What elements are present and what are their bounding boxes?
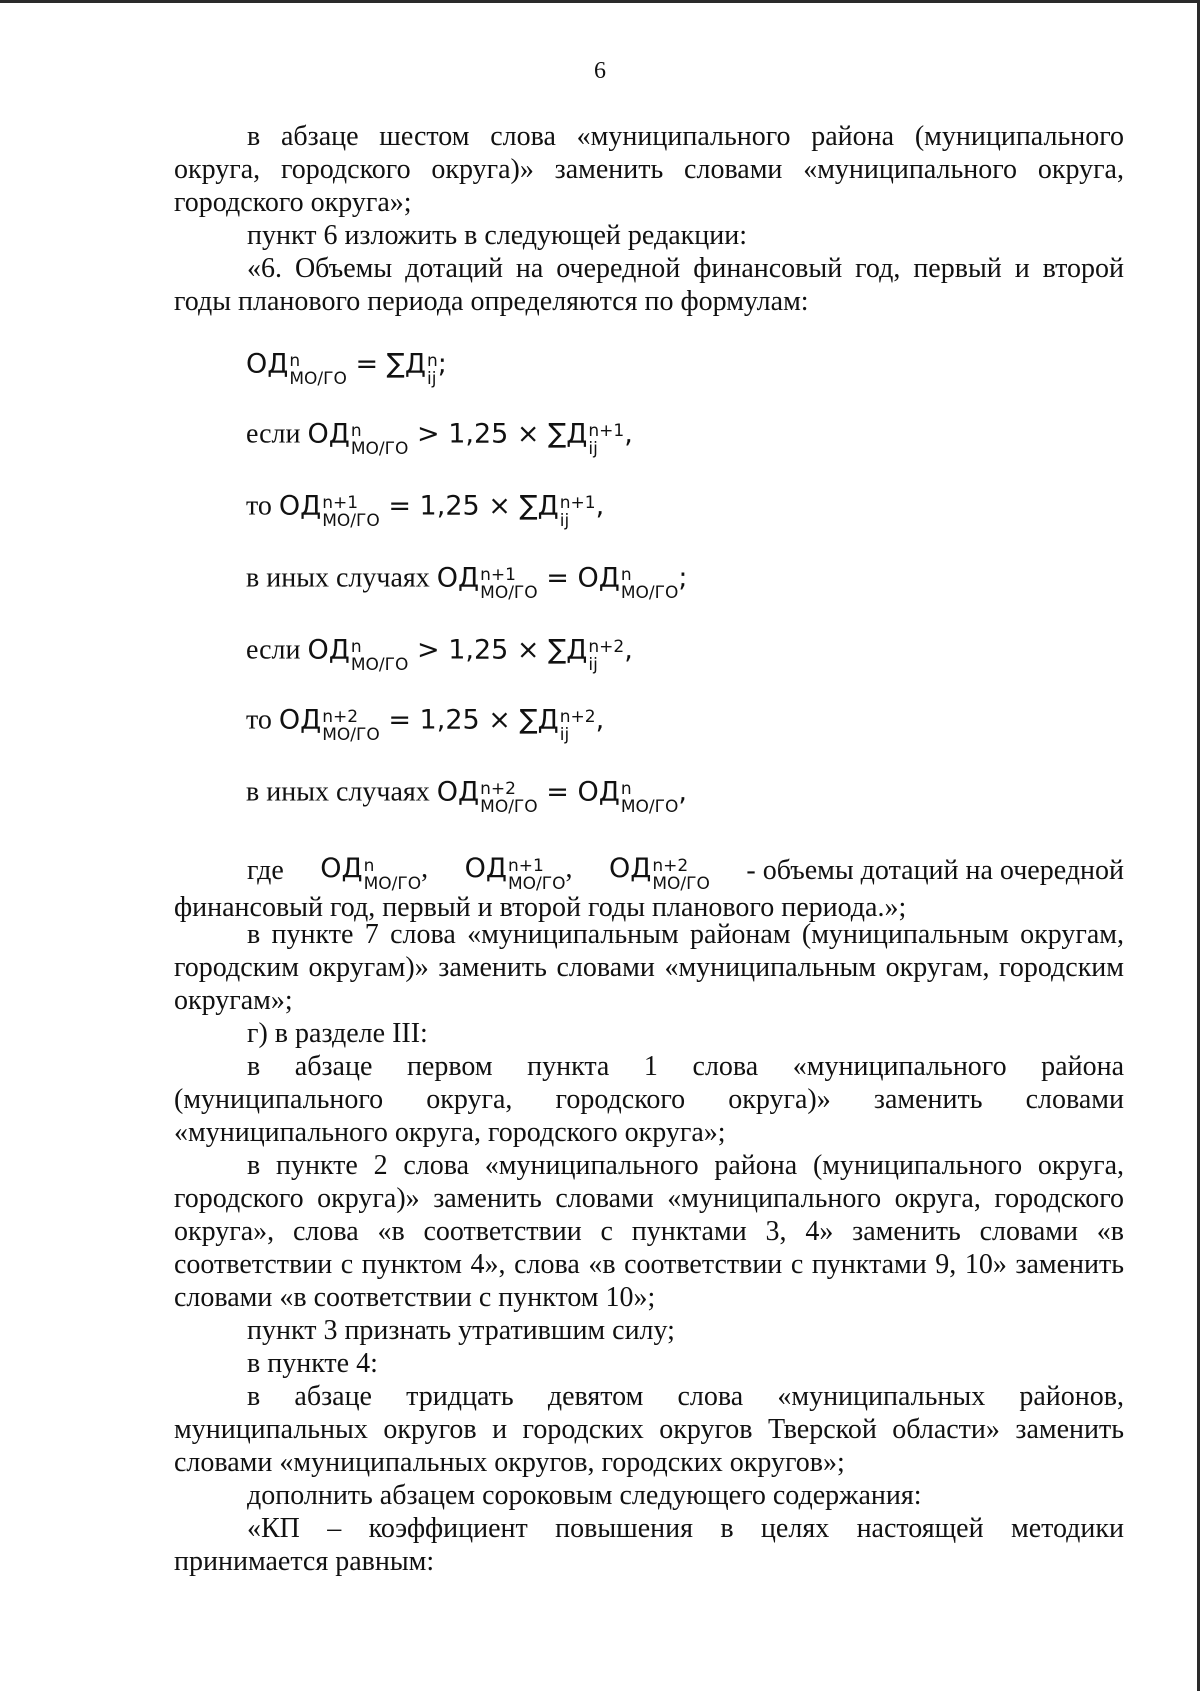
formula-sub: МО/ГО — [363, 873, 422, 894]
formula-sup: n+1 — [507, 855, 544, 876]
formula-end: , — [624, 634, 633, 666]
formula-term: ОД — [246, 348, 289, 380]
formula-scripts — [508, 857, 566, 893]
formula-sub: ij — [559, 725, 570, 745]
formula-2 — [246, 418, 633, 459]
formula-term: ОД — [320, 853, 363, 884]
formula-scripts — [560, 494, 596, 530]
formula-end: , — [421, 853, 429, 884]
paragraph: в пункте 7 слова «муниципальным районам (муниципальным округам, городским округам)» заменить словами «муниципальным округам, городским округам»; — [174, 919, 1124, 1016]
formula-sup: n+2 — [559, 707, 596, 727]
formula-sub: ij — [426, 369, 437, 389]
definition-term-1 — [320, 852, 429, 894]
formula-term: ОД — [307, 418, 350, 450]
formula-sup: n — [350, 637, 362, 657]
text-block-amendments — [174, 918, 1124, 1578]
formula-term: ОД — [278, 490, 322, 522]
formula-rest: > 1,25 × ∑Д — [408, 418, 588, 450]
formula-sub: ij — [588, 655, 598, 675]
formula-prefix: если — [246, 634, 308, 666]
formula-term: ОД — [436, 562, 480, 594]
formula-4 — [246, 562, 688, 603]
formula-sup: n — [426, 351, 438, 371]
formula-sub: МО/ГО — [289, 369, 347, 389]
formula-prefix: в иных случаях — [246, 776, 437, 808]
formula-scripts — [652, 857, 710, 893]
formula-sub: МО/ГО — [620, 797, 679, 817]
formula-sup: n — [363, 855, 375, 876]
formula-term: ОД — [436, 776, 480, 808]
formula-sub: МО/ГО — [652, 873, 710, 894]
formula-end: , — [678, 776, 687, 808]
definitions-line — [174, 852, 1124, 894]
text-block-intro — [174, 120, 1124, 318]
where-label: где — [247, 854, 284, 886]
formula-sub: МО/ГО — [480, 797, 538, 817]
formula-scripts — [351, 422, 409, 458]
formula-7 — [246, 776, 687, 817]
formula-sup: n+1 — [322, 493, 359, 513]
formula-end: , — [595, 490, 605, 522]
paragraph: финансовый год, первый и второй годы планового периода.»; — [174, 891, 907, 923]
formula-sub: МО/ГО — [480, 583, 538, 603]
formula-term: ОД — [464, 853, 507, 884]
formula-scripts — [322, 708, 380, 744]
formula-scripts — [621, 780, 679, 816]
paragraph: г) в разделе III: — [247, 1018, 428, 1049]
formula-6 — [246, 704, 605, 745]
formula-end: , — [565, 853, 573, 884]
formula-rest: = ОД — [537, 776, 620, 808]
paragraph: в абзаце тридцать девятом слова «муниципальных районов, муниципальных округов и городских округов Тверской области» заменить словами «муниципальных округов, городских округов»; — [174, 1381, 1124, 1478]
formula-scripts — [480, 566, 538, 602]
formula-end: ; — [678, 562, 688, 594]
formula-1 — [246, 348, 447, 389]
formula-prefix: если — [246, 418, 308, 450]
formula-sub: МО/ГО — [507, 873, 566, 894]
formula-sup: n+2 — [652, 855, 689, 876]
formula-sup: n — [620, 779, 632, 799]
formula-rest: = ∑Д — [346, 348, 426, 380]
formula-5 — [246, 634, 633, 675]
formula-prefix: то — [246, 490, 279, 522]
formula-scripts — [560, 708, 596, 744]
formula-scripts — [588, 638, 624, 674]
paragraph: «6. Объемы дотаций на очередной финансовый год, первый и второй годы планового периода определяются по формулам: — [174, 253, 1124, 317]
paragraph: в пункте 2 слова «муниципального района (муниципального округа, городского округа)» заменить словами «муниципального округа, городского округа», слова «в соответствии с пунктами 3, 4» заменить словами «в соответствии с пунктом 4», слова «в соответствии с пунктами 9, 10» заменить словами «в соответствии с пунктом 10»; — [174, 1150, 1124, 1313]
formula-sub: МО/ГО — [322, 511, 380, 531]
formula-sup: n — [350, 421, 362, 441]
paragraph: дополнить абзацем сороковым следующего содержания: — [247, 1480, 922, 1511]
formula-sub: МО/ГО — [350, 655, 409, 675]
formula-scripts — [621, 566, 679, 602]
formula-sup: n+2 — [322, 707, 359, 727]
paragraph: пункт 3 признать утратившим силу; — [247, 1315, 675, 1346]
formula-sub: МО/ГО — [322, 725, 380, 745]
paragraph: в абзаце шестом слова «муниципального района (муниципального округа, городского округа)» заменить словами «муниципального округа, городского округа»; — [174, 121, 1124, 218]
formula-scripts — [427, 352, 438, 388]
formula-scripts — [289, 352, 347, 388]
formula-end: , — [624, 418, 633, 450]
formula-end: ; — [437, 348, 447, 380]
formula-scripts — [351, 638, 409, 674]
formula-sub: МО/ГО — [350, 439, 409, 459]
formula-sup: n — [289, 351, 301, 371]
formula-sup: n+2 — [588, 637, 625, 657]
formula-prefix: в иных случаях — [246, 562, 437, 594]
formula-rest: > 1,25 × ∑Д — [408, 634, 588, 666]
page-number: 6 — [594, 58, 606, 84]
formula-sub: ij — [559, 511, 570, 531]
formula-sub: ij — [588, 439, 598, 459]
paragraph: «КП – коэффициент повышения в целях настоящей методики принимается равным: — [174, 1513, 1124, 1577]
paragraph: в пункте 4: — [247, 1348, 378, 1379]
formula-rest: = 1,25 × ∑Д — [379, 704, 559, 736]
paragraph: пункт 6 изложить в следующей редакции: — [247, 220, 747, 251]
formula-sup: n+1 — [588, 421, 625, 441]
formula-sub: МО/ГО — [620, 583, 679, 603]
formula-term: ОД — [307, 634, 350, 666]
formula-sup: n+1 — [480, 565, 516, 585]
definition-text: - объемы дотаций на очередной — [746, 854, 1124, 886]
formula-definitions — [174, 852, 1124, 924]
formula-scripts — [480, 780, 538, 816]
formula-rest: = ОД — [537, 562, 620, 594]
formula-sup: n — [620, 565, 632, 585]
formula-term: ОД — [609, 853, 652, 884]
formula-3 — [246, 490, 605, 531]
formula-prefix: то — [246, 704, 279, 736]
formula-end: , — [595, 704, 605, 736]
scan-border-top — [0, 0, 1200, 3]
definition-term-3 — [609, 852, 710, 894]
paragraph: в абзаце первом пункта 1 слова «муниципального района (муниципального округа, городского округа)» заменить словами «муниципального округа, городского округа»; — [174, 1051, 1124, 1148]
definition-term-2 — [464, 852, 573, 894]
formula-term: ОД — [278, 704, 322, 736]
formula-sup: n+1 — [559, 493, 596, 513]
formula-scripts — [588, 422, 624, 458]
formula-scripts — [364, 857, 422, 893]
formula-rest: = 1,25 × ∑Д — [379, 490, 559, 522]
formula-scripts — [322, 494, 380, 530]
formula-sup: n+2 — [480, 779, 516, 799]
